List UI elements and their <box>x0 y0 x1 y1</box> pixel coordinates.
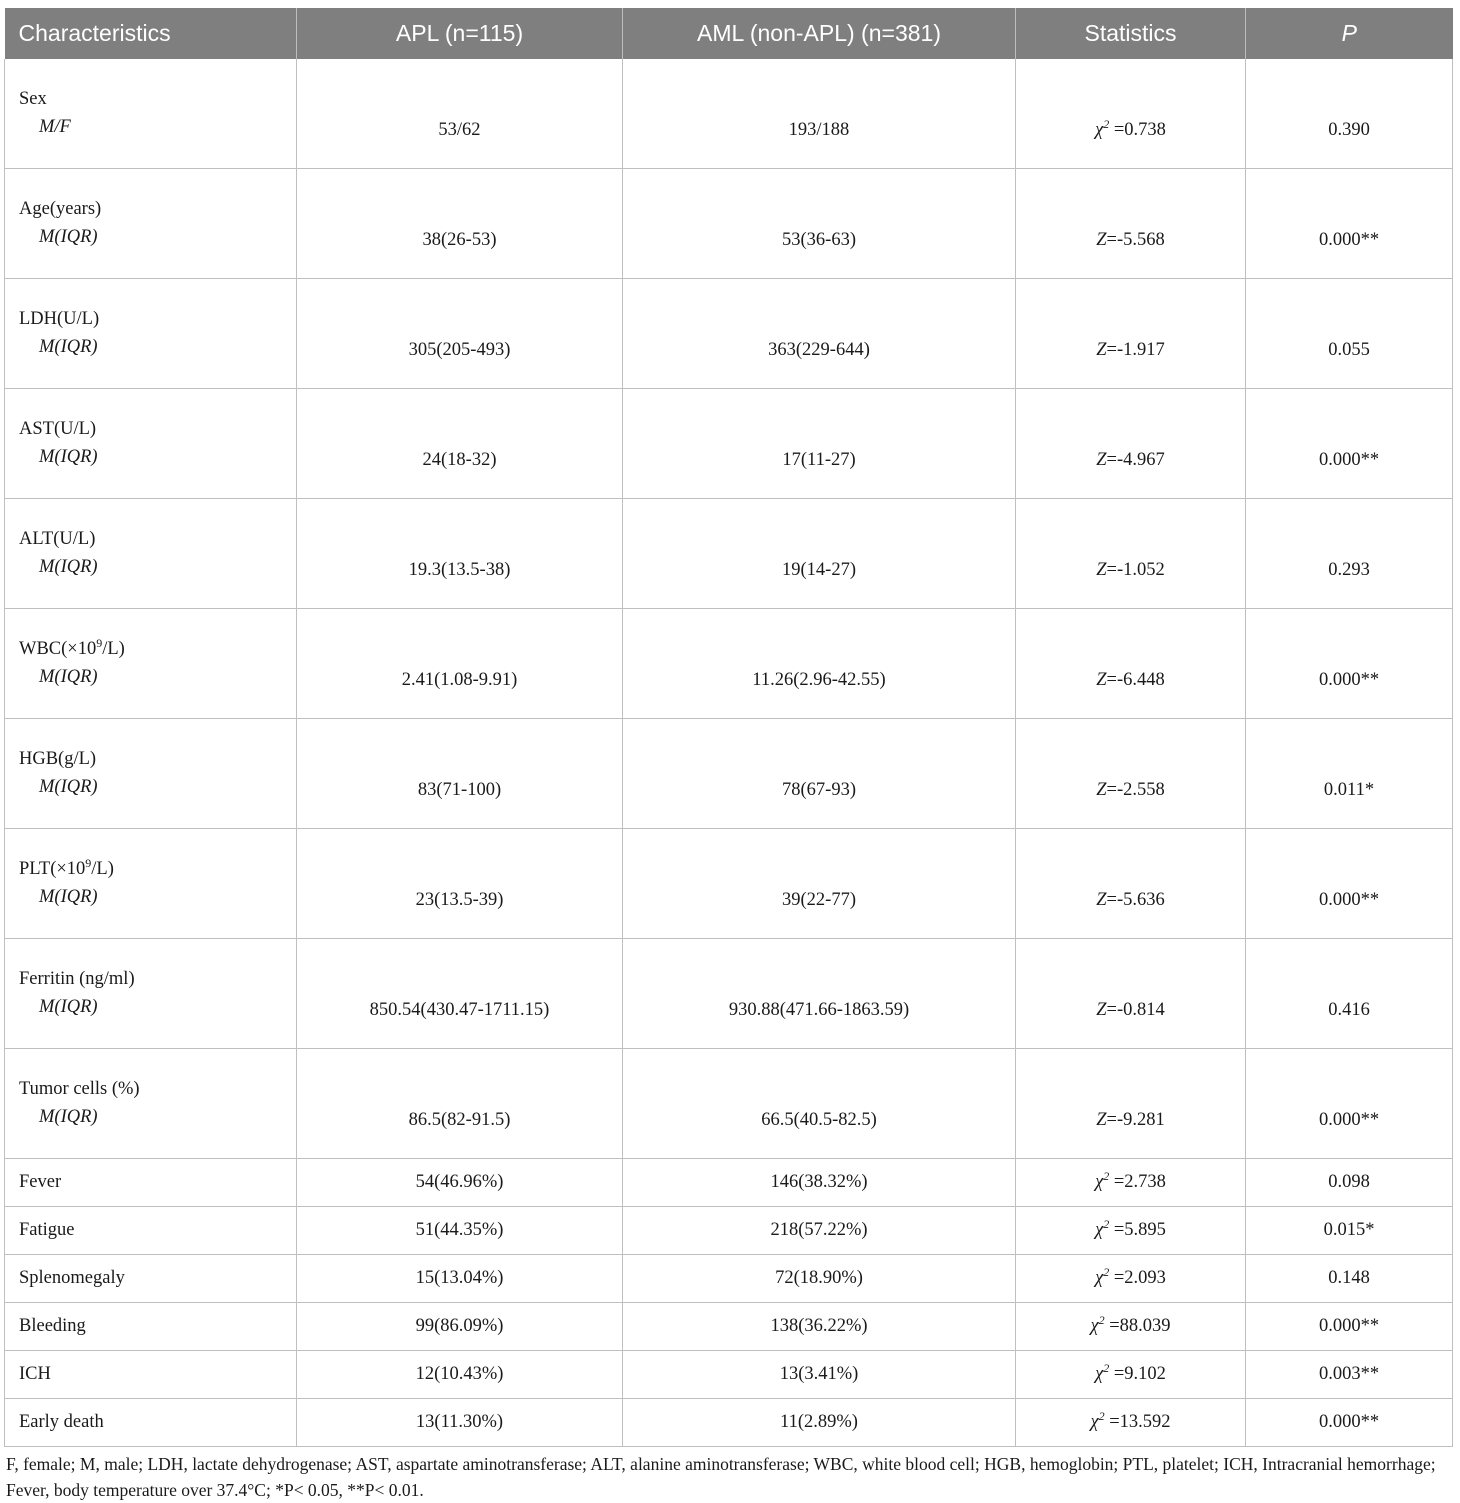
table-row <box>5 719 1453 829</box>
row-sublabel: M(IQR) <box>39 447 98 467</box>
cell-p: 0.055 <box>1246 279 1453 389</box>
cell-p: 0.003** <box>1246 1351 1453 1399</box>
stat-value: =-2.558 <box>1106 780 1165 800</box>
cell-p: 0.000** <box>1246 169 1453 279</box>
cell-aml: 19(14-27) <box>623 499 1016 609</box>
table-row <box>5 1255 1453 1303</box>
row-label: PLT(×10 <box>19 859 86 879</box>
row-sublabel: M(IQR) <box>39 337 98 357</box>
cell-aml: 72(18.90%) <box>623 1255 1016 1303</box>
row-label: Age(years) <box>19 199 102 219</box>
stat-value: =0.738 <box>1109 120 1166 140</box>
cell-characteristic <box>5 609 297 719</box>
stat-symbol: Z <box>1096 780 1107 800</box>
table-row <box>5 59 1453 169</box>
cell-statistics <box>1016 829 1246 939</box>
cell-characteristic <box>5 1207 297 1255</box>
table-row <box>5 1303 1453 1351</box>
row-sublabel: M(IQR) <box>39 227 98 247</box>
stat-symbol: χ <box>1090 1316 1099 1336</box>
cell-characteristic <box>5 939 297 1049</box>
cell-p: 0.098 <box>1246 1159 1453 1207</box>
stat-symbol-sup: 2 <box>1098 1312 1105 1327</box>
cell-apl: 24(18-32) <box>297 389 623 499</box>
cell-apl: 12(10.43%) <box>297 1351 623 1399</box>
row-label-sup: 9 <box>96 635 103 650</box>
table-body <box>5 59 1453 1447</box>
cell-statistics <box>1016 719 1246 829</box>
stat-value: =-0.814 <box>1106 1000 1165 1020</box>
stat-symbol-sup: 2 <box>1098 1408 1105 1423</box>
cell-apl: 51(44.35%) <box>297 1207 623 1255</box>
cell-statistics <box>1016 1049 1246 1159</box>
cell-characteristic <box>5 499 297 609</box>
row-label: Ferritin (ng/ml) <box>19 969 135 989</box>
stat-symbol-sup: 2 <box>1103 1264 1110 1279</box>
row-label: WBC(×10 <box>19 639 97 659</box>
cell-p: 0.293 <box>1246 499 1453 609</box>
stat-value: =-9.281 <box>1106 1110 1165 1130</box>
row-sublabel: M(IQR) <box>39 997 98 1017</box>
cell-statistics <box>1016 389 1246 499</box>
cell-aml: 930.88(471.66-1863.59) <box>623 939 1016 1049</box>
table-row <box>5 1159 1453 1207</box>
cell-p: 0.000** <box>1246 1049 1453 1159</box>
table-row <box>5 939 1453 1049</box>
cell-apl: 850.54(430.47-1711.15) <box>297 939 623 1049</box>
row-label: Bleeding <box>19 1316 86 1336</box>
stat-value: =-5.636 <box>1106 890 1165 910</box>
cell-characteristic <box>5 1303 297 1351</box>
cell-characteristic <box>5 1351 297 1399</box>
cell-statistics <box>1016 1207 1246 1255</box>
table-row <box>5 389 1453 499</box>
row-sublabel: M/F <box>39 117 71 137</box>
table-row <box>5 1351 1453 1399</box>
table-row <box>5 499 1453 609</box>
cell-characteristic <box>5 59 297 169</box>
cell-characteristic <box>5 719 297 829</box>
row-label: Sex <box>19 89 47 109</box>
table-row <box>5 169 1453 279</box>
cell-characteristic <box>5 829 297 939</box>
row-label: Early death <box>19 1412 104 1432</box>
stat-symbol-sup: 2 <box>1103 1360 1110 1375</box>
cell-apl: 2.41(1.08-9.91) <box>297 609 623 719</box>
row-label-end: /L) <box>102 639 125 659</box>
cell-characteristic <box>5 389 297 499</box>
characteristics-table <box>4 8 1453 1447</box>
row-label-end: /L) <box>91 859 114 879</box>
row-sublabel: M(IQR) <box>39 1107 98 1127</box>
cell-statistics <box>1016 499 1246 609</box>
header-aml: AML (non-APL) (n=381) <box>623 8 1016 59</box>
cell-statistics <box>1016 59 1246 169</box>
cell-characteristic <box>5 1159 297 1207</box>
table-row <box>5 279 1453 389</box>
row-sublabel: M(IQR) <box>39 777 98 797</box>
cell-statistics <box>1016 1399 1246 1447</box>
stat-symbol-sup: 2 <box>1103 1168 1110 1183</box>
cell-aml: 193/188 <box>623 59 1016 169</box>
cell-aml: 13(3.41%) <box>623 1351 1016 1399</box>
cell-apl: 83(71-100) <box>297 719 623 829</box>
table-header <box>5 8 1453 59</box>
cell-aml: 11.26(2.96-42.55) <box>623 609 1016 719</box>
cell-apl: 15(13.04%) <box>297 1255 623 1303</box>
row-label: Splenomegaly <box>19 1268 125 1288</box>
row-label: ICH <box>19 1364 51 1384</box>
cell-statistics <box>1016 939 1246 1049</box>
cell-statistics <box>1016 279 1246 389</box>
cell-p: 0.390 <box>1246 59 1453 169</box>
cell-characteristic <box>5 1255 297 1303</box>
cell-statistics <box>1016 1159 1246 1207</box>
cell-aml: 11(2.89%) <box>623 1399 1016 1447</box>
cell-characteristic <box>5 1049 297 1159</box>
cell-apl: 54(46.96%) <box>297 1159 623 1207</box>
row-label: ALT(U/L) <box>19 529 96 549</box>
stat-symbol: χ <box>1090 1412 1099 1432</box>
cell-apl: 99(86.09%) <box>297 1303 623 1351</box>
row-label: Fever <box>19 1172 62 1192</box>
cell-characteristic <box>5 1399 297 1447</box>
cell-aml: 218(57.22%) <box>623 1207 1016 1255</box>
cell-aml: 78(67-93) <box>623 719 1016 829</box>
stat-symbol: Z <box>1096 560 1107 580</box>
stat-symbol: χ <box>1095 1220 1104 1240</box>
cell-apl: 19.3(13.5-38) <box>297 499 623 609</box>
table-row <box>5 609 1453 719</box>
row-sublabel: M(IQR) <box>39 667 98 687</box>
stat-symbol: χ <box>1095 1364 1104 1384</box>
header-characteristics: Characteristics <box>5 8 297 59</box>
cell-aml: 138(36.22%) <box>623 1303 1016 1351</box>
cell-statistics <box>1016 609 1246 719</box>
table-row <box>5 1399 1453 1447</box>
stat-symbol: Z <box>1096 340 1107 360</box>
stat-value: =2.738 <box>1109 1172 1166 1192</box>
cell-aml: 146(38.32%) <box>623 1159 1016 1207</box>
stat-value: =13.592 <box>1104 1412 1171 1432</box>
cell-apl: 305(205-493) <box>297 279 623 389</box>
table-row <box>5 1207 1453 1255</box>
table-footnote: F, female; M, male; LDH, lactate dehydrogenase; AST, aspartate aminotransferase; ALT, alanine aminotransferase; WBC, white blood cell; HGB, hemoglobin; PTL, platelet; ICH, Intracranial hemorrhage; Fever, body temperature over 37.4°C; *P< 0.05, **P< 0.01. <box>6 1454 1436 1500</box>
stat-value: =9.102 <box>1109 1364 1166 1384</box>
cell-p: 0.000** <box>1246 609 1453 719</box>
stat-symbol: χ <box>1095 120 1104 140</box>
stat-symbol: χ <box>1095 1172 1104 1192</box>
cell-apl: 13(11.30%) <box>297 1399 623 1447</box>
cell-p: 0.000** <box>1246 1399 1453 1447</box>
cell-aml: 53(36-63) <box>623 169 1016 279</box>
cell-statistics <box>1016 1303 1246 1351</box>
header-p: P <box>1246 8 1453 59</box>
cell-aml: 363(229-644) <box>623 279 1016 389</box>
header-statistics: Statistics <box>1016 8 1246 59</box>
cell-apl: 23(13.5-39) <box>297 829 623 939</box>
stat-value: =-1.917 <box>1106 340 1165 360</box>
cell-p: 0.011* <box>1246 719 1453 829</box>
table-container <box>4 8 1456 1503</box>
cell-aml: 66.5(40.5-82.5) <box>623 1049 1016 1159</box>
row-label: Tumor cells (%) <box>19 1079 140 1099</box>
stat-value: =5.895 <box>1109 1220 1166 1240</box>
cell-p: 0.416 <box>1246 939 1453 1049</box>
stat-value: =-4.967 <box>1106 450 1165 470</box>
cell-characteristic <box>5 279 297 389</box>
stat-symbol: χ <box>1095 1268 1104 1288</box>
stat-value: =2.093 <box>1109 1268 1166 1288</box>
header-apl: APL (n=115) <box>297 8 623 59</box>
stat-value: =-1.052 <box>1106 560 1165 580</box>
stat-symbol: Z <box>1096 450 1107 470</box>
row-label: Fatigue <box>19 1220 75 1240</box>
row-sublabel: M(IQR) <box>39 557 98 577</box>
cell-p: 0.148 <box>1246 1255 1453 1303</box>
cell-apl: 86.5(82-91.5) <box>297 1049 623 1159</box>
cell-aml: 17(11-27) <box>623 389 1016 499</box>
cell-characteristic <box>5 169 297 279</box>
cell-apl: 38(26-53) <box>297 169 623 279</box>
cell-p: 0.000** <box>1246 1303 1453 1351</box>
cell-p: 0.000** <box>1246 829 1453 939</box>
cell-p: 0.015* <box>1246 1207 1453 1255</box>
row-label-sup: 9 <box>85 855 92 870</box>
stat-value: =-5.568 <box>1106 230 1165 250</box>
row-label: HGB(g/L) <box>19 749 97 769</box>
cell-apl: 53/62 <box>297 59 623 169</box>
table-row <box>5 829 1453 939</box>
stat-symbol: Z <box>1096 1110 1107 1130</box>
table-row <box>5 1049 1453 1159</box>
stat-symbol: Z <box>1096 1000 1107 1020</box>
stat-value: =-6.448 <box>1106 670 1165 690</box>
cell-aml: 39(22-77) <box>623 829 1016 939</box>
cell-statistics <box>1016 1351 1246 1399</box>
stat-value: =88.039 <box>1104 1316 1171 1336</box>
cell-statistics <box>1016 169 1246 279</box>
row-label: LDH(U/L) <box>19 309 100 329</box>
stat-symbol: Z <box>1096 890 1107 910</box>
stat-symbol-sup: 2 <box>1103 1216 1110 1231</box>
row-label: AST(U/L) <box>19 419 97 439</box>
cell-p: 0.000** <box>1246 389 1453 499</box>
stat-symbol: Z <box>1096 670 1107 690</box>
stat-symbol: Z <box>1096 230 1107 250</box>
stat-symbol-sup: 2 <box>1103 116 1110 131</box>
row-sublabel: M(IQR) <box>39 887 98 907</box>
cell-statistics <box>1016 1255 1246 1303</box>
